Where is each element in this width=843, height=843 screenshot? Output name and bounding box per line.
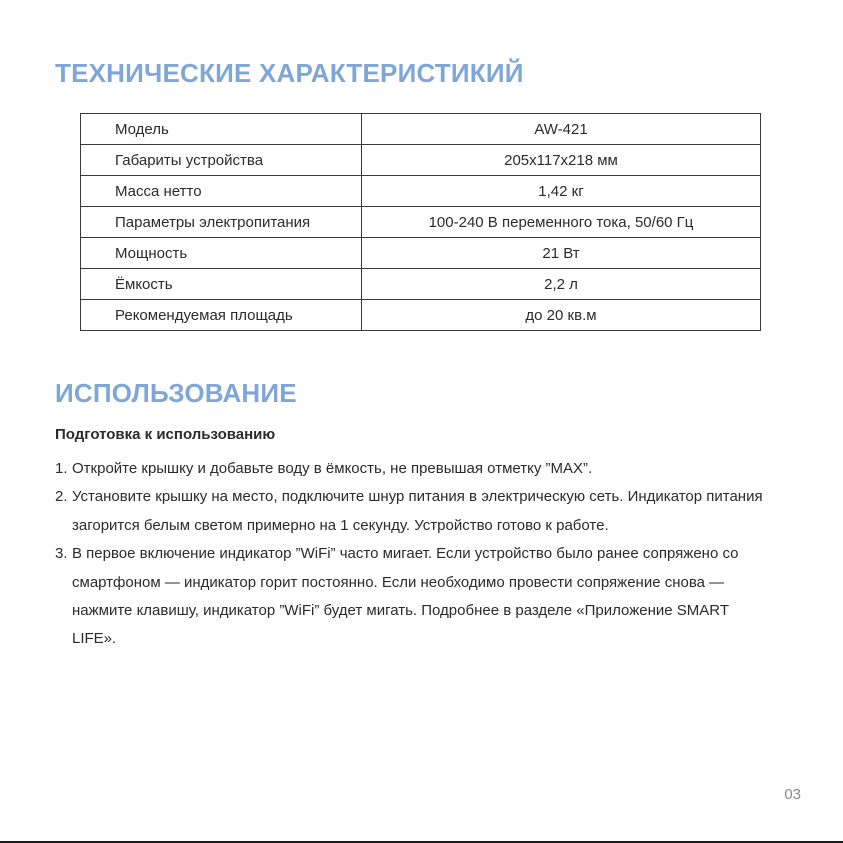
spec-value-weight: 1,42 кг [362, 176, 761, 207]
spec-label-power: Мощность [81, 238, 362, 269]
list-item [55, 455, 775, 483]
step-number: 1. [55, 460, 68, 477]
table-row [81, 300, 761, 331]
specs-heading: ТЕХНИЧЕСКИЕ ХАРАКТЕРИСТИКИЙ [55, 58, 524, 88]
list-item [55, 540, 775, 654]
step-text: Откройте крышку и добавьте воду в ёмкость, не превышая отметку ”MAX”. [72, 460, 593, 477]
table-row [81, 176, 761, 207]
list-item [55, 483, 775, 540]
step-text: В первое включение индикатор ”WiFi” часто мигает. Если устройство было ранее сопряжено со смартфоном — индикатор горит постоянно. Если необходимо провести сопряжение снова — нажмите клавишу, индикатор ”WiFi” будет мигать. Подробнее в разделе «Приложение SMART LIFE». [72, 545, 739, 648]
spec-value-dimensions: 205х117х218 мм [362, 145, 761, 176]
usage-steps-list [55, 455, 775, 654]
step-number: 2. [55, 488, 68, 506]
step-number: 3. [55, 545, 68, 563]
table-row [81, 207, 761, 238]
table-row [81, 114, 761, 145]
spec-label-power-supply: Параметры электропитания [81, 207, 362, 238]
usage-heading: ИСПОЛЬЗОВАНИЕ [55, 378, 297, 408]
spec-label-weight: Масса нетто [81, 176, 362, 207]
spec-label-dimensions: Габариты устройства [81, 145, 362, 176]
specs-table [80, 113, 761, 331]
spec-value-area: до 20 кв.м [362, 300, 761, 331]
page-number: 03 [784, 786, 801, 803]
usage-subheading: Подготовка к использованию [55, 426, 276, 443]
spec-label-capacity: Ёмкость [81, 269, 362, 300]
step-text: Установите крышку на место, подключите шнур питания в электрическую сеть. Индикатор питания загорится белым светом примерно на 1 секунду. Устройство готово к работе. [72, 488, 763, 534]
table-row [81, 238, 761, 269]
spec-value-capacity: 2,2 л [362, 269, 761, 300]
spec-value-power-supply: 100-240 В переменного тока, 50/60 Гц [362, 207, 761, 238]
spec-value-model: AW-421 [362, 114, 761, 145]
spec-label-area: Рекомендуемая площадь [81, 300, 362, 331]
table-row [81, 145, 761, 176]
table-row [81, 269, 761, 300]
spec-label-model: Модель [81, 114, 362, 145]
spec-value-power: 21 Вт [362, 238, 761, 269]
